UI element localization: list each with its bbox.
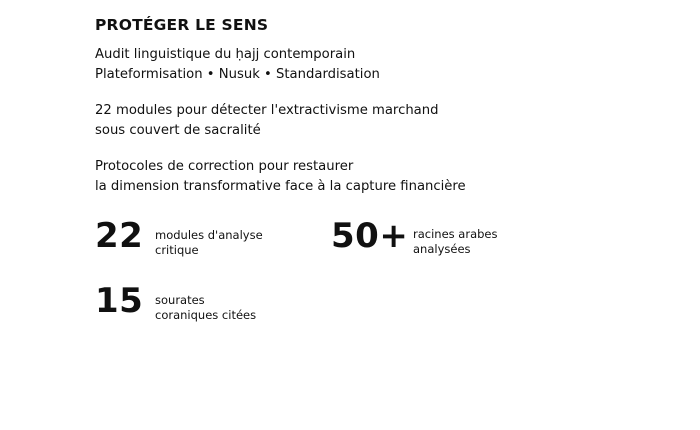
intro-line-2: Plateformisation • Nusuk • Standardisation [95,67,380,82]
stat-label-line-2: analysées [413,242,471,256]
stat-modules [95,216,263,257]
modules-line-1: 22 modules pour détecter l'extractivisme marchand [95,103,439,118]
stat-label-line-1: racines arabes [413,227,498,241]
modules-line-2: sous couvert de sacralité [95,123,261,138]
stat-value: 15 [95,281,144,321]
stat-label [155,293,295,323]
stat-label-line-1: sourates [155,293,205,307]
page-title: PROTÉGER LE SENS [95,16,269,34]
stat-surahs [95,281,257,322]
stat-label [413,227,533,257]
content-panel [95,14,675,322]
modules-paragraph [95,101,439,141]
stat-roots [331,216,498,256]
intro-line-1: Audit linguistique du ḥajj contemporain [95,47,356,62]
protocols-paragraph [95,157,466,197]
intro-paragraph [95,45,380,85]
stat-label [155,228,295,258]
stat-value: 50+ [331,216,409,256]
stat-label-line-2: coraniques citées [155,308,257,322]
protocols-line-2: la dimension transformative face à la capture financière [95,179,466,194]
stat-value: 22 [95,216,144,256]
stat-label-line-1: modules d'analyse [155,228,263,242]
protocols-line-1: Protocoles de correction pour restaurer [95,159,354,174]
stat-label-line-2: critique [155,243,199,257]
